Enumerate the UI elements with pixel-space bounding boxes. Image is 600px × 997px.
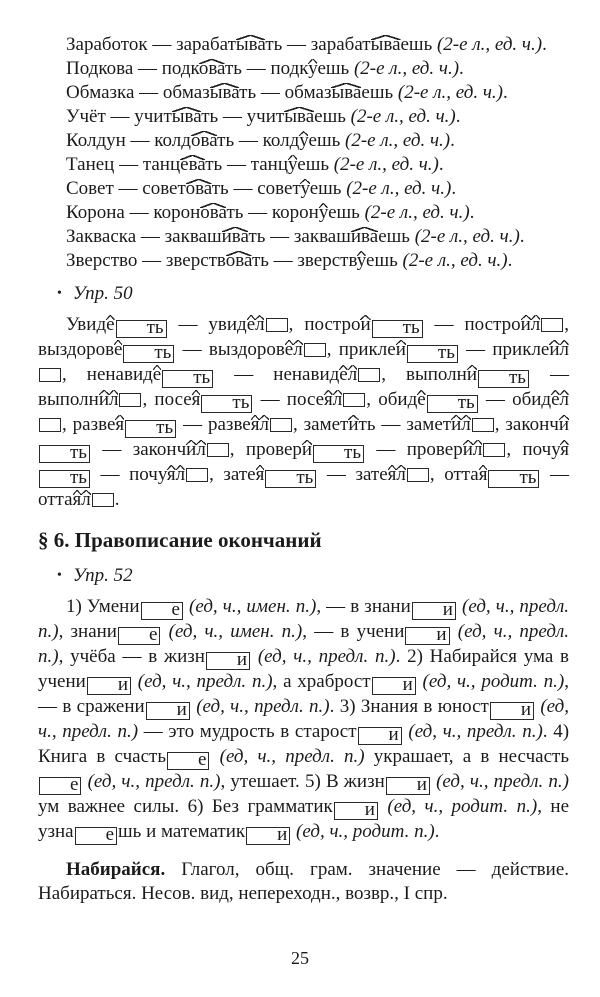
- ending-box: и: [87, 677, 131, 695]
- suffix-arc: я: [478, 464, 488, 485]
- ending-box: ть: [162, 370, 213, 388]
- ending-box: е: [118, 627, 160, 645]
- ending-box: и: [334, 802, 378, 820]
- suffix-arc: у: [300, 178, 310, 199]
- suffix-arc: у: [356, 250, 367, 271]
- word-formation-item: Учёт — учитывать — учитываешь (2-е л., ед. ч.).: [66, 106, 461, 127]
- suffix-arc: л: [196, 439, 206, 460]
- suffix-arc: е: [284, 339, 294, 360]
- suffix-arc: л: [255, 314, 265, 335]
- suffix-arc: ова: [185, 178, 212, 199]
- suffix-arc: л: [81, 489, 91, 510]
- suffix-arc: ыва: [209, 82, 240, 103]
- suffix-arc: я: [255, 464, 265, 485]
- suffix-arc: л: [293, 339, 303, 360]
- suffix-arc: л: [347, 364, 358, 385]
- ending-box: и: [206, 652, 250, 670]
- suffix-arc: я: [387, 464, 397, 485]
- suffix-arc: ива: [221, 226, 249, 247]
- suffix-arc: и: [466, 364, 477, 385]
- suffix-arc: и: [520, 314, 531, 335]
- suffix-arc: е: [246, 314, 256, 335]
- zero-ending-box: [304, 343, 326, 357]
- page-number: 25: [291, 948, 309, 968]
- suffix-arc: ева: [180, 154, 206, 175]
- suffix-arc: ыва: [235, 34, 266, 55]
- suffix-arc: я: [324, 389, 333, 410]
- ending-box: и: [405, 627, 449, 645]
- ending-box: и: [358, 727, 402, 745]
- zero-ending-box: [343, 393, 365, 407]
- zero-ending-box: [266, 318, 288, 332]
- suffix-arc: и: [186, 439, 197, 460]
- zero-ending-box: [186, 468, 208, 482]
- suffix-arc: е: [152, 364, 162, 385]
- word-formation-item: Танец — танцевать — танцуешь (2-е л., ед. ч.).: [66, 154, 444, 175]
- zero-ending-box: [270, 418, 292, 432]
- suffix-arc: л: [530, 314, 541, 335]
- ending-box: ть: [313, 445, 364, 463]
- exercise-52-header: [38, 564, 569, 588]
- suffix-arc: ыва: [331, 82, 362, 103]
- suffix-arc: я: [191, 389, 201, 410]
- word-formation-item: Колдун — колдовать — колдуешь (2-е л., ед. ч.).: [66, 130, 455, 151]
- word-formation-item: Закваска — заквашивать — заквашиваешь (2-е л., ед. ч.).: [66, 226, 525, 247]
- ending-box: ть: [407, 345, 458, 363]
- morph-analysis-text: Набирайся. Глагол, общ. грам. значение — действие. Набираться. Несов. вид, непереходн., возвр., I спр.: [38, 859, 569, 904]
- suffix-arc: у: [299, 130, 309, 151]
- suffix-arc: у: [318, 202, 329, 223]
- suffix-arc: и: [395, 339, 406, 360]
- zero-ending-box: [39, 368, 61, 382]
- ending-box: и: [490, 702, 534, 720]
- word-formation-item: Подкова — подковать — подкуешь (2-е л., ед. ч.).: [66, 58, 464, 79]
- suffix-arc: и: [301, 439, 313, 460]
- word-formation-item: Совет — советовать — советуешь (2-е л., ед. ч.).: [66, 178, 457, 199]
- suffix-arc: л: [461, 414, 471, 435]
- suffix-arc: у: [308, 58, 318, 79]
- ending-box: и: [412, 602, 456, 620]
- exercise-52-text: 1) Умени⁠ е ⁠ (ед, ч., имен. п.), — в знани⁠ и ⁠ (ед, ч., предл. п.), знани⁠ е ⁠ (ед, ч., имен. п.), — в учени⁠ и ⁠ (ед, ч., предл. п.), учёба — в жизн⁠ и ⁠ (ед, ч., предл. п.). 2) Набирайся ума в учени⁠ и ⁠ (ед, ч., предл. п.), а храброст⁠ и ⁠ (ед, ч., родит. п.), — в сражени⁠ и ⁠ (ед, ч., предл. п.). 3) Знания в юност⁠ и ⁠ (ед, ч., предл. п.) — это мудрость в старост⁠ и ⁠ (ед, ч., предл. п.). 4) Книга в счасть⁠ е ⁠ (ед, ч., предл. п.) украшает, а в несчасть⁠е ⁠ (ед, ч., предл. п.), утешает. 5) В жизн⁠ и ⁠ (ед, ч., предл. п.) ум важнее силы. 6) Без грамматик⁠ и ⁠ (ед, ч., родит. п.), не узна⁠ е ⁠шь и математик⁠ и ⁠ (ед, ч., родит. п.).: [38, 596, 570, 845]
- ending-box: и: [246, 827, 290, 845]
- suffix-arc: и: [360, 314, 371, 335]
- ending-box: е: [75, 827, 117, 845]
- suffix-arc: л: [559, 389, 569, 410]
- suffix-arc: л: [472, 439, 483, 460]
- ending-box: е: [167, 752, 209, 770]
- exercise-52-label: Упр. 52: [72, 565, 133, 586]
- suffix-arc: ыва: [171, 106, 202, 127]
- ending-box: ть: [427, 395, 478, 413]
- ending-box: ть: [125, 420, 176, 438]
- ending-box: ть: [478, 370, 529, 388]
- suffix-arc: е: [113, 339, 123, 360]
- suffix-arc: я: [560, 439, 569, 460]
- word-formation-item: Заработок — зарабатывать — зарабатываешь (2-е л., ед. ч.).: [66, 34, 547, 55]
- ending-box: ть: [39, 470, 90, 488]
- suffix-arc: ыва: [370, 34, 401, 55]
- ending-box: е: [39, 777, 81, 795]
- word-formation-item: Зверство — зверствовать — зверствуешь (2-е л., ед. ч.).: [66, 250, 513, 271]
- suffix-arc: е: [106, 314, 115, 335]
- suffix-arc: ива: [350, 226, 379, 247]
- suffix-arc: л: [175, 464, 186, 485]
- suffix-arc: у: [288, 154, 298, 175]
- ending-box: ть: [372, 320, 423, 338]
- ending-box: ть: [39, 445, 90, 463]
- zero-ending-box: [39, 418, 61, 432]
- bullet-icon: •: [57, 568, 62, 583]
- section-6-title: § 6. Правописание окончаний: [38, 528, 322, 552]
- zero-ending-box: [119, 393, 141, 407]
- suffix-arc: я: [250, 414, 260, 435]
- suffix-arc: е: [417, 389, 426, 410]
- suffix-arc: и: [462, 439, 473, 460]
- suffix-arc: л: [559, 339, 570, 360]
- suffix-arc: и: [98, 389, 109, 410]
- zero-ending-box: [407, 468, 429, 482]
- suffix-arc: л: [108, 389, 119, 410]
- exercise-50-header: [38, 282, 569, 306]
- exercise-50-text: Увиде ть ⁠ — увидел ⁠, построи ть ⁠ — построил ⁠, выздорове ть ⁠ — выздоровел ⁠, приклеи ть ⁠ — приклеил⁠, ненавиде ть ⁠ — ненавидел ⁠, выполни ть ⁠ — выполнил ⁠, посея ть ⁠ — посеял ⁠, обиде ть ⁠ — обидел⁠, развея ть ⁠ — развеял ⁠, заметить — заметил ⁠, закончить ⁠ — закончил ⁠, провери ть ⁠ — проверил ⁠, почуять ⁠ — почуял ⁠, затея ть ⁠ — затеял ⁠, оттая ть ⁠ — оттаял ⁠.: [38, 314, 570, 510]
- suffix-arc: л: [332, 389, 343, 410]
- ending-box: и: [372, 677, 416, 695]
- suffix-arc: и: [549, 339, 560, 360]
- suffix-arc: л: [259, 414, 269, 435]
- exercise-50-label: Упр. 50: [72, 283, 133, 304]
- suffix-arc: ова: [200, 202, 227, 223]
- word-formation-item: Обмазка — обмазывать — обмазываешь (2-е л., ед. ч.).: [66, 82, 508, 103]
- suffix-arc: и: [451, 414, 462, 435]
- ending-box: е: [141, 602, 183, 620]
- zero-ending-box: [483, 443, 505, 457]
- ending-box: ть: [201, 395, 252, 413]
- suffix-arc: е: [339, 364, 348, 385]
- ending-box: и: [146, 702, 190, 720]
- ending-box: ть: [265, 470, 316, 488]
- suffix-arc: ова: [198, 58, 225, 79]
- zero-ending-box: [358, 368, 380, 382]
- word-formation-list: [38, 33, 569, 273]
- suffix-arc: я: [72, 489, 82, 510]
- suffix-arc: ова: [190, 130, 218, 151]
- suffix-arc: л: [396, 464, 406, 485]
- word-formation-item: Корона — короновать — коронуешь (2-е л., ед. ч.).: [66, 202, 475, 223]
- suffix-arc: и: [558, 414, 569, 435]
- ending-box: ть: [116, 320, 167, 338]
- ending-box: ть: [488, 470, 539, 488]
- zero-ending-box: [92, 493, 114, 507]
- suffix-arc: я: [166, 464, 176, 485]
- ending-box: и: [386, 777, 430, 795]
- suffix-arc: я: [115, 414, 125, 435]
- suffix-arc: ыва: [284, 106, 315, 127]
- suffix-arc: ова: [225, 250, 252, 271]
- bullet-icon: •: [57, 286, 62, 301]
- zero-ending-box: [472, 418, 494, 432]
- suffix-arc: и: [348, 414, 359, 435]
- ending-box: ть: [123, 345, 174, 363]
- zero-ending-box: [207, 443, 229, 457]
- zero-ending-box: [541, 318, 563, 332]
- suffix-arc: е: [551, 389, 560, 410]
